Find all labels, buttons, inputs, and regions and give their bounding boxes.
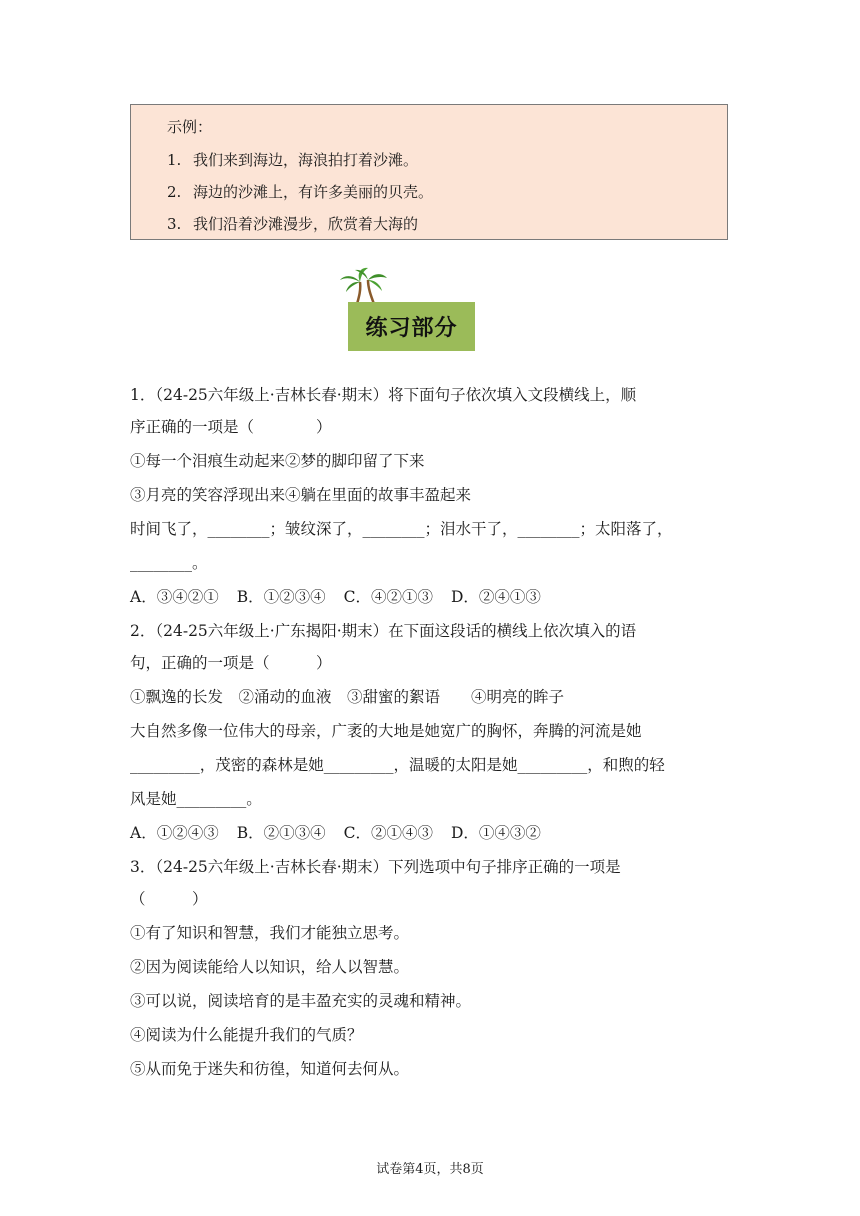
example-item-number: 2. <box>167 183 182 201</box>
question-2-text: 句，正确的一项是（ ） <box>130 654 332 672</box>
question-1-passage: ________。 <box>130 554 208 572</box>
option-d: D．①④③② <box>450 824 541 842</box>
question-1-options <box>130 586 559 608</box>
question-2-text: 2．（24-25六年级上·广东揭阳·期末）在下面这段话的横线上依次填入的语 <box>130 622 637 640</box>
example-item-number: 3. <box>167 215 182 233</box>
page-footer: 试卷第4页，共8页 <box>376 1162 484 1177</box>
example-box <box>130 104 728 240</box>
option-c: C．②①④③ <box>343 824 433 842</box>
question-3-sentence: ②因为阅读能给人以知识，给人以智慧。 <box>130 958 410 976</box>
question-3-text: 3．（24-25六年级上·吉林长春·期末）下列选项中句子排序正确的一项是 <box>130 858 621 876</box>
section-title: 练习部分 <box>348 302 475 351</box>
question-2-passage: 风是她_________。 <box>130 790 262 808</box>
question-2-passage: 大自然多像一位伟大的母亲，广袤的大地是她宽广的胸怀，奔腾的河流是她 <box>130 722 642 740</box>
question-3-sentence: ③可以说，阅读培育的是丰盈充实的灵魂和精神。 <box>130 992 472 1010</box>
option-c: C．④②①③ <box>343 588 433 606</box>
example-item <box>167 150 418 170</box>
question-3-sentence: ⑤从而免于迷失和彷徨，知道何去何从。 <box>130 1060 410 1078</box>
option-b: B．①②③④ <box>236 588 326 606</box>
question-1-sentence: ③月亮的笑容浮现出来④躺在里面的故事丰盈起来 <box>130 486 472 504</box>
question-1-text: 1．（24-25六年级上·吉林长春·期末）将下面句子依次填入文段横线上，顺 <box>130 386 637 404</box>
option-a: A．①②④③ <box>130 824 219 842</box>
question-3-sentence: ①有了知识和智慧，我们才能独立思考。 <box>130 924 410 942</box>
example-item-text: 我们来到海边，海浪拍打着沙滩。 <box>193 151 419 169</box>
option-d: D．②④①③ <box>450 588 541 606</box>
question-2-phrases: ①飘逸的长发 ②涌动的血液 ③甜蜜的絮语 ④明亮的眸子 <box>130 688 565 706</box>
question-1-text: 序正确的一项是（ ） <box>130 418 332 436</box>
question-1-sentence: ①每一个泪痕生动起来②梦的脚印留了下来 <box>130 452 425 470</box>
question-3-sentence: ④阅读为什么能提升我们的气质？ <box>130 1026 363 1044</box>
question-1-passage: 时间飞了，________；皱纹深了，________；泪水干了，________；太阳落了， <box>130 520 673 538</box>
example-item-text: 我们沿着沙滩漫步，欣赏着大海的 <box>193 215 419 233</box>
example-item-text: 海边的沙滩上，有许多美丽的贝壳。 <box>193 183 434 201</box>
option-b: B．②①③④ <box>236 824 326 842</box>
palm-tree-icon <box>338 266 388 304</box>
question-3-text: （ ） <box>130 890 208 908</box>
example-item-number: 1. <box>167 151 182 169</box>
option-a: A．③④②① <box>130 588 219 606</box>
question-2-passage: _________，茂密的森林是她_________，温暖的太阳是她_________，和煦的轻 <box>130 756 665 774</box>
question-2-options <box>130 822 559 844</box>
example-heading: 示例： <box>167 118 213 136</box>
example-item <box>167 214 418 234</box>
example-item <box>167 182 433 202</box>
